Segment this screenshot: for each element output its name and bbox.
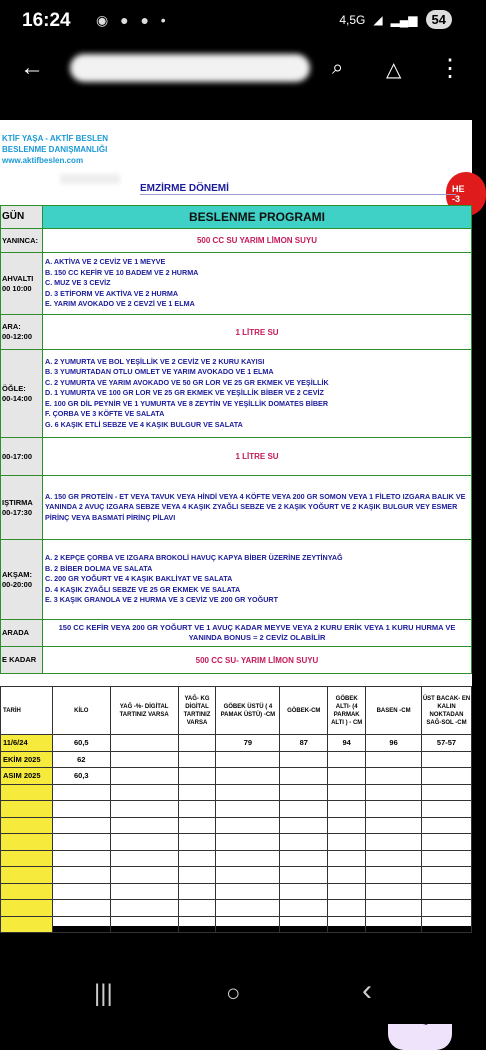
row-label: ARADA [1, 620, 43, 647]
table-cell [216, 850, 280, 867]
table-cell [178, 834, 216, 851]
table-row [1, 817, 472, 834]
table-cell [178, 900, 216, 917]
table-cell [280, 834, 328, 851]
brand-line: BESLENME DANIŞMANLIĞI [2, 145, 108, 154]
table-cell [52, 867, 110, 884]
search-document-icon[interactable]: ⌕ [332, 57, 344, 79]
table-cell [216, 900, 280, 917]
table-cell [110, 817, 178, 834]
table-cell [366, 900, 422, 917]
add-to-drive-icon[interactable]: △ [386, 59, 402, 81]
header-title: BESLENME PROGRAMI [43, 206, 472, 229]
table-cell [1, 867, 53, 884]
nutrition-plan-table [0, 205, 472, 674]
table-cell [366, 850, 422, 867]
table-cell [178, 751, 216, 768]
table-cell [328, 900, 366, 917]
table-cell: 57-57 [422, 735, 472, 752]
table-cell [52, 916, 110, 933]
table-cell [366, 768, 422, 785]
table-row [1, 900, 472, 917]
list-item: F. ÇORBA VE 3 KÖFTE VE SALATA [45, 409, 165, 419]
table-cell [216, 768, 280, 785]
list-item: G. 6 KAŞIK ETLİ SEBZE VE 4 KAŞIK BULGUR VE SALATA [45, 419, 243, 429]
document-page[interactable] [0, 120, 472, 926]
column-header: GÖBEK ÜSTÜ ( 4 PAMAK ÜSTÜ) -CM [216, 687, 280, 735]
row-content: 500 CC SU- YARIM LİMON SUYU [43, 647, 472, 674]
table-cell [366, 784, 422, 801]
header-day: GÜN [1, 206, 43, 229]
row-content [43, 476, 472, 540]
wifi-icon: ◢ [373, 12, 383, 27]
status-bar [0, 0, 472, 44]
table-cell [366, 883, 422, 900]
table-cell [1, 801, 53, 818]
column-header: KİLO [52, 687, 110, 735]
list-item: B. 150 CC KEFİR VE 10 BADEM VE 2 HURMA [45, 267, 199, 277]
table-cell [110, 834, 178, 851]
table-cell [280, 817, 328, 834]
table-cell [216, 867, 280, 884]
table-row [1, 850, 472, 867]
system-nav-bar [0, 966, 472, 1024]
row-content: 1 LİTRE SU [43, 438, 472, 476]
more-vert-icon[interactable]: ⋮ [438, 55, 462, 82]
table-cell [280, 916, 328, 933]
recents-button[interactable]: ||| [94, 980, 113, 1007]
row-label: AHVALTI 00 10:00 [1, 253, 43, 315]
table-cell [328, 883, 366, 900]
table-row [1, 735, 472, 752]
back-button[interactable]: ‹ [362, 974, 372, 1007]
table-cell [52, 817, 110, 834]
table-row [1, 768, 472, 785]
clock: 16:24 [22, 10, 71, 31]
brand-line: KTİF YAŞA - AKTİF BESLEN [2, 134, 109, 143]
table-cell [422, 867, 472, 884]
table-cell [178, 801, 216, 818]
table-cell [110, 850, 178, 867]
table-cell [216, 751, 280, 768]
list-item: A. 2 YUMURTA VE BOL YEŞİLLİK VE 2 CEVİZ VE 2 KURU KAYISI [45, 357, 265, 367]
table-cell [328, 817, 366, 834]
row-content [43, 540, 472, 620]
list-item: E. 3 KAŞIK GRANOLA VE 2 HURMA VE 3 CEVİZ VE 200 GR YOĞURT [45, 595, 278, 605]
table-cell [1, 817, 53, 834]
table-cell [178, 850, 216, 867]
table-cell [52, 834, 110, 851]
table-cell [110, 900, 178, 917]
row-label: E KADAR [1, 647, 43, 674]
table-row [1, 916, 472, 933]
table-cell [422, 900, 472, 917]
table-cell: 60,5 [52, 735, 110, 752]
list-item: E. YARIM AVOKADO VE 2 CEVZİ VE 1 ELMA [45, 299, 195, 309]
table-cell [178, 768, 216, 785]
title-underline [140, 194, 456, 195]
row-content [43, 350, 472, 438]
table-cell [366, 817, 422, 834]
table-cell [1, 834, 53, 851]
table-cell [110, 867, 178, 884]
row-content: 1 LİTRE SU [43, 315, 472, 350]
list-item: D. 4 KAŞIK ZYAĞLI SEBZE VE 25 GR EKMEK VE SALATA [45, 584, 241, 594]
list-item: D. 3 ETİFORM VE AKTİVA VE 2 HURMA [45, 288, 179, 298]
table-cell [280, 784, 328, 801]
row-content: 500 CC SU YARIM LİMON SUYU [43, 229, 472, 253]
row-label: AKŞAM: 00-20:00 [1, 540, 43, 620]
column-header: YAĞ- KG DİGİTAL TARTINIZ VARSA [178, 687, 216, 735]
table-cell [422, 834, 472, 851]
table-cell [52, 883, 110, 900]
table-cell [110, 784, 178, 801]
table-cell: 94 [328, 735, 366, 752]
blurred-file-title [70, 54, 310, 82]
document-title: EMZİRME DÖNEMİ [140, 183, 229, 194]
table-cell [178, 883, 216, 900]
column-header: YAĞ -%- DİGİTAL TARTINIZ VARSA [110, 687, 178, 735]
table-cell [1, 784, 53, 801]
table-cell [328, 850, 366, 867]
list-item: C. 200 GR YOĞURT VE 4 KAŞIK BAKLİYAT VE SALATA [45, 574, 233, 584]
table-cell: ASIM 2025 [1, 768, 53, 785]
table-cell [52, 784, 110, 801]
table-cell: 60,3 [52, 768, 110, 785]
battery-badge: 54 [426, 10, 452, 29]
table-cell [178, 867, 216, 884]
column-header: GÖBEK-CM [280, 687, 328, 735]
brand-block [2, 133, 108, 166]
table-row [1, 751, 472, 768]
table-cell [216, 834, 280, 851]
table-cell [280, 801, 328, 818]
row-label: 00-17:00 [1, 438, 43, 476]
list-item: C. MUZ VE 3 CEVİZ [45, 278, 111, 288]
network-label: 4,5G [339, 12, 366, 27]
table-cell [216, 784, 280, 801]
list-item: B. 3 YUMURTADAN OTLU OMLET VE YARIM AVOKADO VE 1 ELMA [45, 367, 274, 377]
table-cell [280, 883, 328, 900]
table-cell [1, 850, 53, 867]
table-cell [1, 883, 53, 900]
column-header: BASEN -CM [366, 687, 422, 735]
table-cell [280, 751, 328, 768]
list-item: A. AKTİVA VE 2 CEVİZ VE 1 MEYVE [45, 257, 166, 267]
table-cell [110, 768, 178, 785]
table-cell [328, 801, 366, 818]
column-header: GÖBEK ALTI- (4 PARMAK ALTI ) - CM [328, 687, 366, 735]
meal-list [43, 257, 471, 309]
table-cell [328, 834, 366, 851]
table-cell [366, 801, 422, 818]
table-cell [178, 784, 216, 801]
row-content: 150 CC KEFİR VEYA 200 GR YOĞURT VE 1 AVUÇ KADAR MEYVE VEYA 2 KURU ERİK VEYA 1 KURU HURMA VE YANINDA BONUS = 2 CEVİZ OLABİLİR [43, 620, 472, 647]
table-cell [1, 916, 53, 933]
apple-text: HE -3 [452, 184, 465, 204]
table-cell [422, 883, 472, 900]
table-cell [178, 735, 216, 752]
table-cell [328, 768, 366, 785]
table-cell: 87 [280, 735, 328, 752]
table-cell [422, 850, 472, 867]
table-cell [366, 751, 422, 768]
table-cell [422, 916, 472, 933]
table-cell [110, 751, 178, 768]
table-cell [280, 900, 328, 917]
table-cell [52, 801, 110, 818]
table-cell [280, 768, 328, 785]
meal-list [43, 553, 471, 605]
table-cell [110, 883, 178, 900]
table-cell: 96 [366, 735, 422, 752]
table-cell [178, 916, 216, 933]
table-cell [422, 801, 472, 818]
row-label: YANINCA: [1, 229, 43, 253]
table-cell [216, 801, 280, 818]
table-cell [328, 867, 366, 884]
meal-list [43, 357, 471, 430]
signal-icon: ▂▄▆ [390, 12, 418, 27]
list-item: C. 2 YUMURTA VE YARIM AVOKADO VE 50 GR LOR VE 25 GR EKMEK VE YEŞİLLİK [45, 377, 329, 387]
table-row [1, 883, 472, 900]
list-item: E. 100 GR DİL PEYNİR VE 1 YUMURTA VE 8 ZEYTİN VE YEŞİLLİK DOMATES BİBER [45, 398, 329, 408]
table-cell [1, 900, 53, 917]
table-cell: 62 [52, 751, 110, 768]
table-row [1, 801, 472, 818]
table-cell [178, 817, 216, 834]
measurement-table [0, 686, 472, 933]
table-row [1, 784, 472, 801]
meal-list [43, 492, 471, 523]
column-header: TARİH [1, 687, 53, 735]
table-cell [52, 850, 110, 867]
table-row [1, 834, 472, 851]
row-label: IŞTIRMA 00-17:30 [1, 476, 43, 540]
table-cell [422, 784, 472, 801]
table-cell [422, 751, 472, 768]
list-item: B. 2 BİBER DOLMA VE SALATA [45, 563, 153, 573]
table-cell [216, 883, 280, 900]
table-cell [280, 850, 328, 867]
viewer-toolbar [0, 44, 472, 96]
table-cell [52, 900, 110, 917]
table-cell [366, 834, 422, 851]
row-content [43, 253, 472, 315]
list-item: A. 2 KEPÇE ÇORBA VE IZGARA BROKOLİ HAVUÇ KAPYA BİBER ÜZERİNE ZEYTİNYAĞ [45, 553, 343, 563]
system-icons [339, 10, 452, 29]
table-cell [328, 784, 366, 801]
brand-url: www.aktifbeslen.com [2, 156, 84, 165]
table-cell [366, 867, 422, 884]
table-cell [110, 735, 178, 752]
notification-icons: ◉ ● ● • [96, 12, 170, 28]
table-cell [328, 916, 366, 933]
table-cell: EKİM 2025 [1, 751, 53, 768]
arrow-left-icon[interactable]: ← [20, 54, 44, 81]
faint-text [60, 174, 120, 184]
table-cell [366, 916, 422, 933]
list-item: A. 150 GR PROTEİN - ET VEYA TAVUK VEYA HİNDİ VEYA 4 KÖFTE VEYA 200 GR SOMON VEYA 1 FİLETO IZGARA BALIK VE YANINDA 2 AVUÇ IZGARA SEBZE VEYA 4 KAŞIK ZYAĞLI SEBZE VE 2 KAŞIK YOĞURT VE 2 KAŞIK BULGUR VEY ESMER PİRİNÇ VEYA BASMATİ PİRİNÇ PİLAVI [45, 491, 466, 522]
row-label: ÖĞLE: 00-14:00 [1, 350, 43, 438]
table-cell [216, 916, 280, 933]
table-cell [422, 768, 472, 785]
home-button[interactable]: ○ [226, 980, 241, 1007]
table-cell [216, 817, 280, 834]
table-row [1, 867, 472, 884]
row-label: ARA: 00-12:00 [1, 315, 43, 350]
table-cell [422, 817, 472, 834]
table-cell [110, 801, 178, 818]
table-cell [328, 751, 366, 768]
list-item: D. 1 YUMURTA VE 100 GR LOR VE 25 GR EKMEK VE YEŞİLLİK BİBER VE 2 CEVİZ [45, 388, 324, 398]
table-cell: 11/6/24 [1, 735, 53, 752]
column-header: ÜST BACAK- EN KALIN NOKTADAN SAĞ-SOL -CM [422, 687, 472, 735]
table-cell [110, 916, 178, 933]
table-cell [280, 867, 328, 884]
table-cell: 79 [216, 735, 280, 752]
